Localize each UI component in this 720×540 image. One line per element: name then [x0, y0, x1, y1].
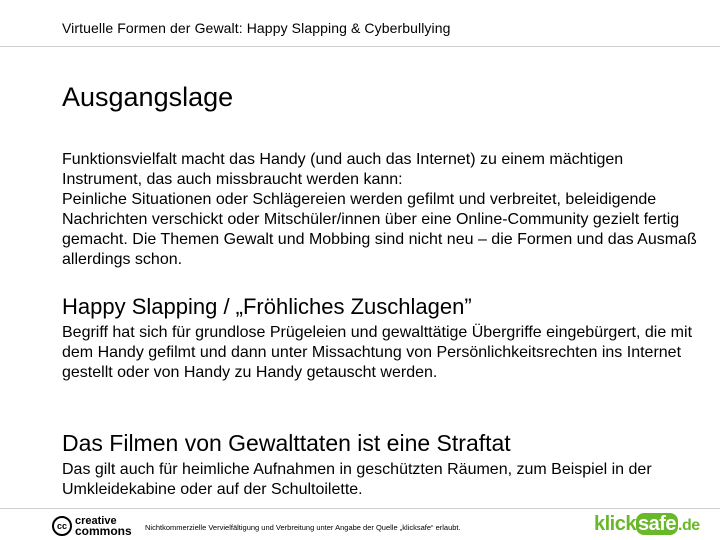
paragraph-straftat: Das gilt auch für heimliche Aufnahmen in geschützten Räumen, zum Beispiel in der Umkleidekabine oder auf der Schultoilette.: [62, 461, 652, 498]
slide-header-title: Virtuelle Formen der Gewalt: Happy Slapping & Cyberbullying: [62, 20, 451, 36]
paragraph-funktionsvielfalt: Funktionsvielfalt macht das Handy (und auch das Internet) zu einem mächtigen Instrument, das auch missbraucht werden kann:: [62, 151, 624, 188]
section-heading-happy-slapping: Happy Slapping / „Fröhliches Zuschlagen”: [62, 294, 472, 319]
paragraph-happy-slapping: Begriff hat sich für grundlose Prügeleien und gewalttätige Übergriffe eingebürgert, die mit dem Handy gefilmt und dann unter Missachtung von Persönlichkeitsrechten ins Internet gestellt oder von Handy zu Handy getauscht werden.: [62, 324, 693, 381]
section-heading-ausgangslage: Ausgangslage: [62, 82, 234, 112]
logo-safe: safe: [637, 513, 677, 535]
creative-commons-logo: [52, 514, 132, 538]
logo-klick: klick: [594, 513, 636, 535]
header-divider: [0, 46, 720, 47]
footer-divider: [0, 508, 720, 509]
license-note: Nichtkommerzielle Vervielfältigung und Verbreitung unter Angabe der Quelle „klicksafe“ erlaubt.: [145, 523, 461, 532]
klicksafe-logo: [594, 513, 700, 536]
paragraph-peinliche-situationen: Peinliche Situationen oder Schlägereien werden gefilmt und verbreitet, beleidigende Nachrichten verschickt oder Mitschüler/innen über eine Online-Community gezielt fertig gemacht. Die Themen Gewalt und Mobbing sind nicht neu – die Formen und das Ausmaß allerdings schon.: [62, 191, 697, 268]
cc-line-creative: creative: [75, 515, 117, 527]
section-heading-straftat: Das Filmen von Gewalttaten ist eine Straftat: [62, 430, 511, 456]
cc-badge-icon: cc: [52, 516, 72, 536]
cc-line-commons: commons: [75, 524, 132, 538]
logo-de: .de: [678, 517, 700, 534]
